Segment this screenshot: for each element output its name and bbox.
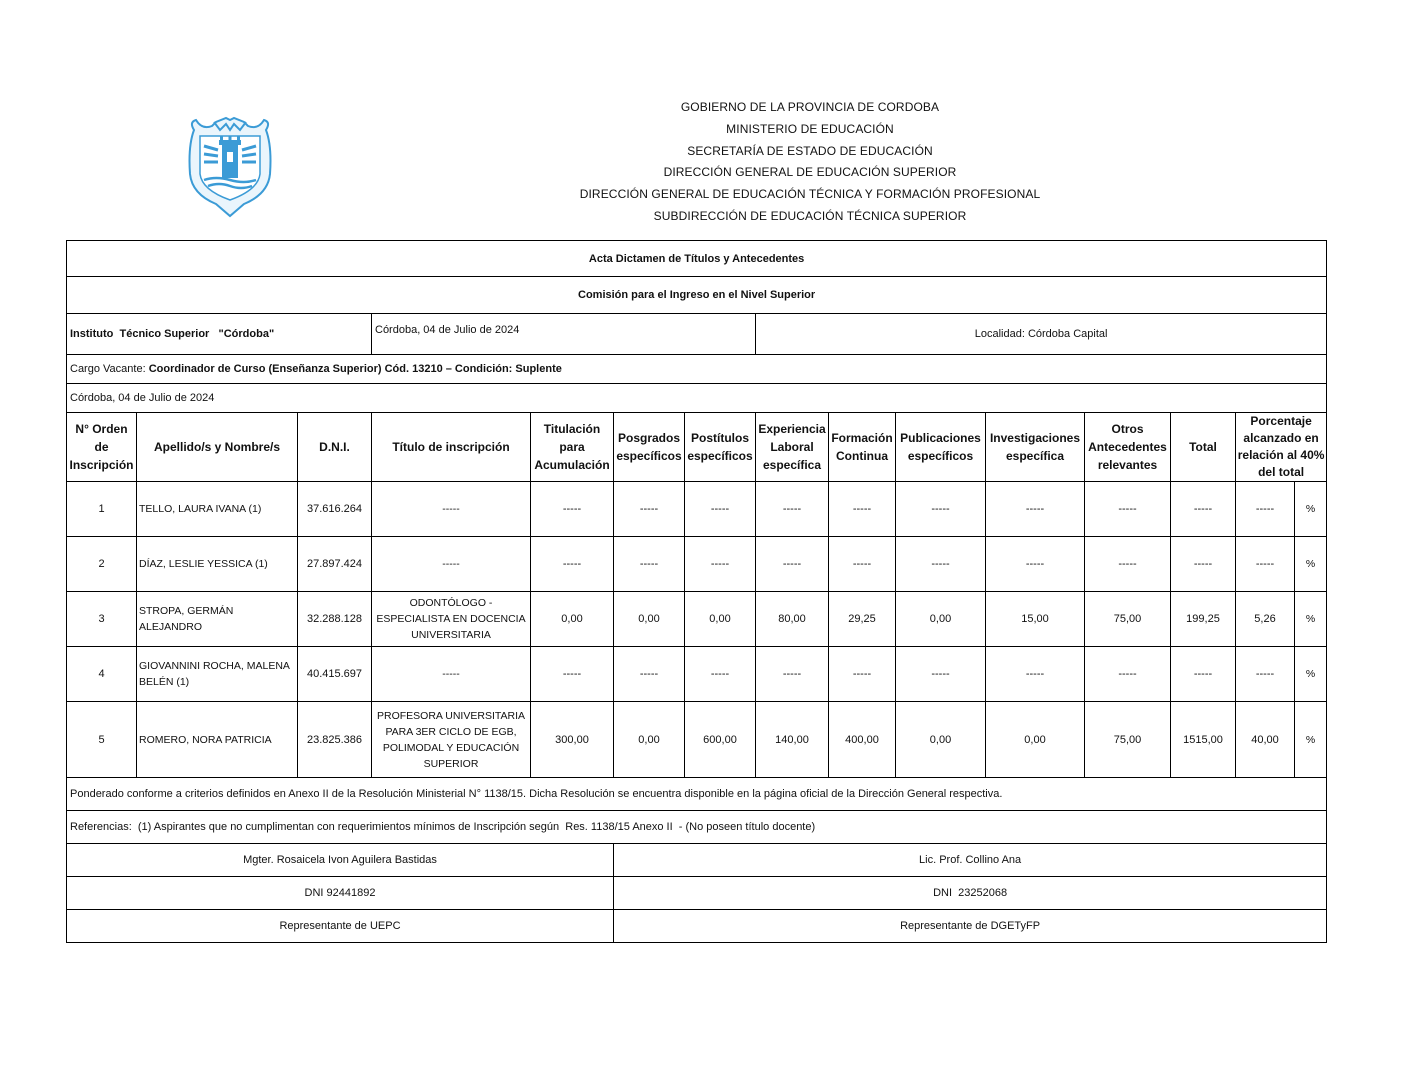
cargo-label: Cargo Vacante:: [70, 363, 149, 375]
header-line-direction-technical: DIRECCIÓN GENERAL DE EDUCACIÓN TÉCNICA Y FORMACIÓN PROFESIONAL: [579, 187, 1041, 202]
locality: Localidad: Córdoba Capital: [756, 314, 1327, 355]
cell-postitulos: -----: [685, 647, 756, 702]
cell-porcentaje: -----: [1236, 482, 1295, 537]
cargo-value: Coordinador de Curso (Enseñanza Superior) Cód. 13210 – Condición: Suplente: [148, 363, 562, 375]
col-posgrados: Posgrados específicos: [614, 413, 685, 482]
signature-left-role: Representante de UEPC: [67, 910, 614, 943]
header-line-subdirection: SUBDIRECCIÓN DE EDUCACIÓN TÉCNICA SUPERIOR: [653, 208, 967, 223]
signature-left-dni: DNI 92441892: [67, 877, 614, 910]
col-orden: N° Orden de Inscripción: [67, 413, 137, 482]
cell-otros: 75,00: [1085, 592, 1171, 647]
cell-dni: 32.288.128: [298, 592, 372, 647]
acta-date: Córdoba, 04 de Julio de 2024: [372, 314, 756, 355]
cell-titulacion: -----: [531, 647, 614, 702]
table-row: [67, 647, 1327, 702]
cell-percent-sign: %: [1295, 537, 1327, 592]
cell-titulacion: -----: [531, 537, 614, 592]
cell-formacion: 400,00: [829, 702, 896, 778]
cell-porcentaje: 40,00: [1236, 702, 1295, 778]
cell-posgrados: -----: [614, 647, 685, 702]
col-titulacion: Titulación para Acumulación: [531, 413, 614, 482]
cell-nombre: DÍAZ, LESLIE YESSICA (1): [137, 537, 298, 592]
cell-posgrados: -----: [614, 537, 685, 592]
cell-orden: 5: [67, 702, 137, 778]
cell-posgrados: 0,00: [614, 592, 685, 647]
cell-otros: -----: [1085, 482, 1171, 537]
table-row: [67, 592, 1327, 647]
cell-dni: 37.616.264: [298, 482, 372, 537]
cell-percent-sign: %: [1295, 592, 1327, 647]
cell-total: -----: [1171, 537, 1236, 592]
header-line-ministry: MINISTERIO DE EDUCACIÓN: [726, 121, 894, 136]
cell-nombre: STROPA, GERMÁN ALEJANDRO: [137, 592, 298, 647]
col-total: Total: [1171, 413, 1236, 482]
cell-nombre: GIOVANNINI ROCHA, MALENA BELÉN (1): [137, 647, 298, 702]
col-formacion: Formación Continua: [829, 413, 896, 482]
col-porcentaje: Porcentaje alcanzado en relación al 40% del total: [1236, 413, 1327, 482]
cell-publicaciones: -----: [896, 482, 986, 537]
col-investigaciones: Investigaciones específica: [986, 413, 1085, 482]
cell-experiencia: -----: [756, 647, 829, 702]
cell-percent-sign: %: [1295, 482, 1327, 537]
cell-investigaciones: 15,00: [986, 592, 1085, 647]
cell-porcentaje: -----: [1236, 647, 1295, 702]
cell-dni: 27.897.424: [298, 537, 372, 592]
cargo-vacante: [67, 355, 1327, 384]
cell-formacion: -----: [829, 647, 896, 702]
cell-postitulos: -----: [685, 537, 756, 592]
cell-orden: 4: [67, 647, 137, 702]
cell-experiencia: 140,00: [756, 702, 829, 778]
header-line-direction-superior: DIRECCIÓN GENERAL DE EDUCACIÓN SUPERIOR: [663, 165, 957, 180]
cell-nombre: TELLO, LAURA IVANA (1): [137, 482, 298, 537]
cell-total: -----: [1171, 647, 1236, 702]
cell-porcentaje: 5,26: [1236, 592, 1295, 647]
ponderado-note: Ponderado conforme a criterios definidos en Anexo II de la Resolución Ministerial N° 1138/15. Dicha Resolución se encuentra disponible en la página oficial de la Dirección General respectiva.: [67, 778, 1327, 811]
cell-titulacion: 0,00: [531, 592, 614, 647]
cell-experiencia: 80,00: [756, 592, 829, 647]
table-row: [67, 702, 1327, 778]
cell-experiencia: -----: [756, 537, 829, 592]
cell-titulo: -----: [372, 482, 531, 537]
date-line: Córdoba, 04 de Julio de 2024: [67, 384, 1327, 413]
cell-total: -----: [1171, 482, 1236, 537]
cell-orden: 2: [67, 537, 137, 592]
col-publicaciones: Publicaciones específicos: [896, 413, 986, 482]
cell-titulacion: 300,00: [531, 702, 614, 778]
cell-publicaciones: -----: [896, 647, 986, 702]
cell-otros: 75,00: [1085, 702, 1171, 778]
signature-right-role: Representante de DGETyFP: [614, 910, 1327, 943]
cell-investigaciones: -----: [986, 647, 1085, 702]
cell-publicaciones: 0,00: [896, 702, 986, 778]
cell-titulo: ODONTÓLOGO - ESPECIALISTA EN DOCENCIA UNIVERSITARIA: [372, 592, 531, 647]
cell-nombre: ROMERO, NORA PATRICIA: [137, 702, 298, 778]
acta-subtitle: Comisión para el Ingreso en el Nivel Superior: [67, 277, 1327, 314]
cell-investigaciones: -----: [986, 482, 1085, 537]
coat-of-arms-icon: [186, 116, 274, 218]
cell-otros: -----: [1085, 647, 1171, 702]
cell-orden: 1: [67, 482, 137, 537]
cell-investigaciones: -----: [986, 537, 1085, 592]
cell-publicaciones: 0,00: [896, 592, 986, 647]
cell-dni: 23.825.386: [298, 702, 372, 778]
cell-dni: 40.415.697: [298, 647, 372, 702]
cell-postitulos: -----: [685, 482, 756, 537]
cell-experiencia: -----: [756, 482, 829, 537]
cell-publicaciones: -----: [896, 537, 986, 592]
signature-left-name: Mgter. Rosaicela Ivon Aguilera Bastidas: [67, 844, 614, 877]
cell-orden: 3: [67, 592, 137, 647]
cell-formacion: -----: [829, 537, 896, 592]
signature-right-name: Lic. Prof. Collino Ana: [614, 844, 1327, 877]
government-header: [560, 97, 1060, 228]
cell-percent-sign: %: [1295, 702, 1327, 778]
cell-porcentaje: -----: [1236, 537, 1295, 592]
cell-percent-sign: %: [1295, 647, 1327, 702]
cell-investigaciones: 0,00: [986, 702, 1085, 778]
header-line-secretariat: SECRETARÍA DE ESTADO DE EDUCACIÓN: [687, 143, 933, 158]
cell-total: 1515,00: [1171, 702, 1236, 778]
header-line-government: GOBIERNO DE LA PROVINCIA DE CORDOBA: [680, 100, 940, 114]
col-postitulos: Postítulos específicos: [685, 413, 756, 482]
table-row: [67, 537, 1327, 592]
cell-titulacion: -----: [531, 482, 614, 537]
cell-formacion: 29,25: [829, 592, 896, 647]
cell-total: 199,25: [1171, 592, 1236, 647]
col-nombre: Apellido/s y Nombre/s: [137, 413, 298, 482]
cell-formacion: -----: [829, 482, 896, 537]
referencias-note: Referencias: (1) Aspirantes que no cumplimentan con requerimientos mínimos de Inscripción según Res. 1138/15 Anexo II - (No poseen título docente): [67, 811, 1327, 844]
cell-postitulos: 600,00: [685, 702, 756, 778]
acta-table: [66, 240, 1327, 943]
cell-titulo: -----: [372, 647, 531, 702]
acta-title: Acta Dictamen de Títulos y Antecedentes: [67, 241, 1327, 277]
col-dni: D.N.I.: [298, 413, 372, 482]
col-experiencia: Experiencia Laboral específica: [756, 413, 829, 482]
cell-posgrados: 0,00: [614, 702, 685, 778]
table-row: [67, 482, 1327, 537]
cell-posgrados: -----: [614, 482, 685, 537]
col-titulo: Título de inscripción: [372, 413, 531, 482]
cell-postitulos: 0,00: [685, 592, 756, 647]
col-otros: Otros Antecedentes relevantes: [1085, 413, 1171, 482]
cell-titulo: -----: [372, 537, 531, 592]
column-header-row: [67, 413, 1327, 482]
cell-otros: -----: [1085, 537, 1171, 592]
signature-right-dni: DNI 23252068: [614, 877, 1327, 910]
cell-titulo: PROFESORA UNIVERSITARIA PARA 3ER CICLO DE EGB, POLIMODAL Y EDUCACIÓN SUPERIOR: [372, 702, 531, 778]
institute-name: Instituto Técnico Superior "Córdoba": [67, 314, 372, 355]
